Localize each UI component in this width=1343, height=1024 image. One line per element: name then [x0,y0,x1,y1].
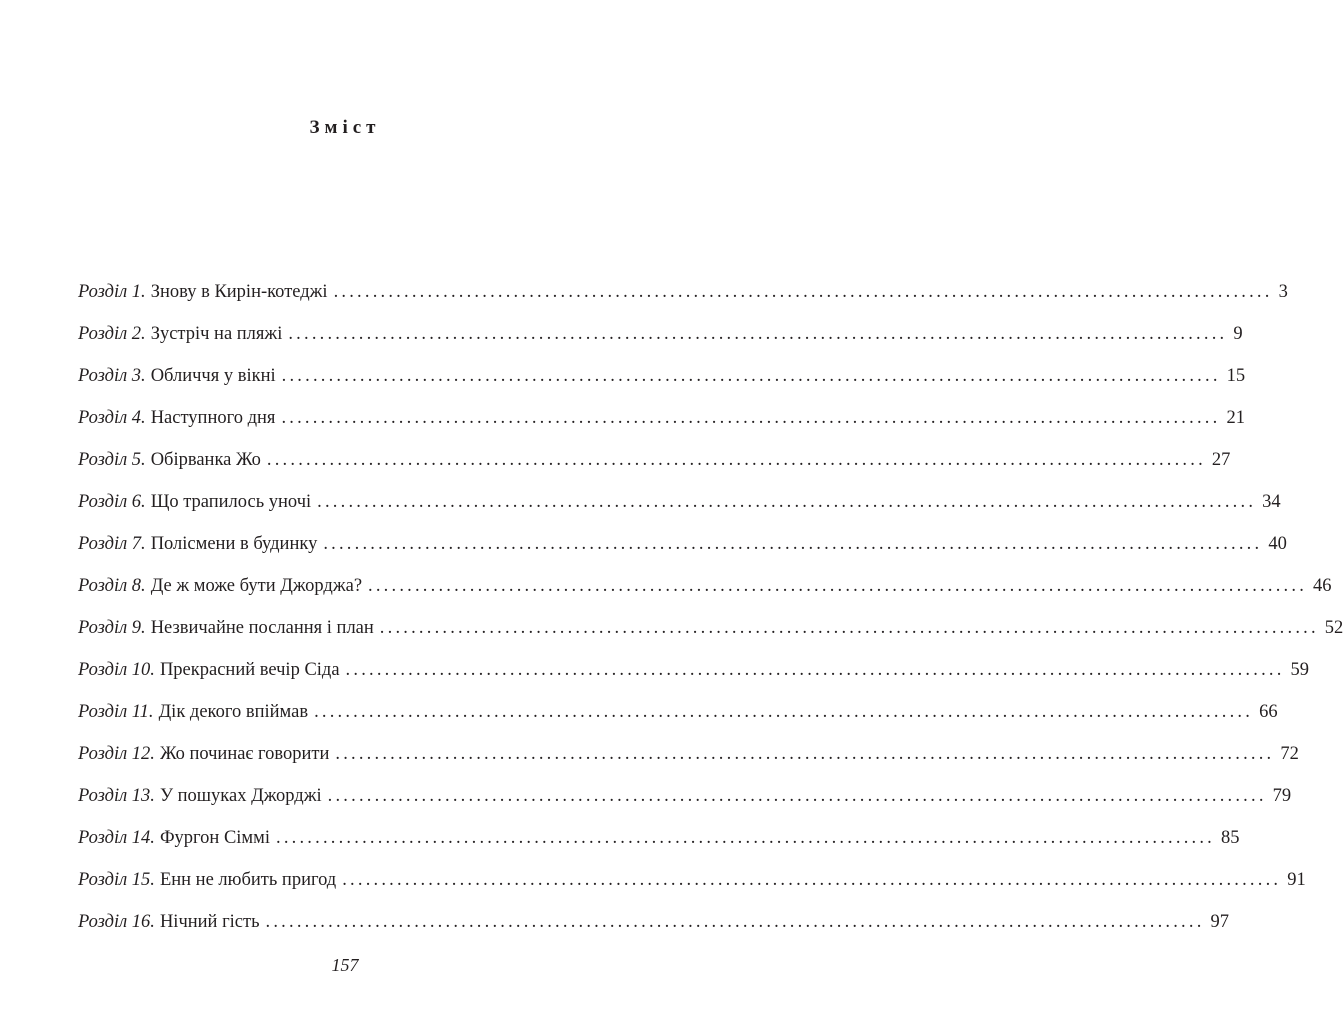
toc-entry [78,786,1292,828]
table-of-contents [78,282,1343,954]
toc-chapter-title: Обличчя у вікні [150,366,276,386]
toc-dot-leader: ........................................................................................................................ [314,702,1254,722]
toc-chapter-label: Розділ 12. [78,744,155,764]
toc-entry [78,450,1231,492]
toc-entry [78,282,1288,324]
toc-chapter-label: Розділ 14. [78,828,155,848]
toc-chapter-title: Нічний гість [159,912,260,932]
toc-entry [78,660,1310,702]
toc-page-number: 3 [1278,282,1288,302]
toc-chapter-title: Обірванка Жо [150,450,261,470]
toc-entry [78,744,1299,786]
toc-chapter-title: Де ж може бути Джорджа? [150,576,363,596]
toc-chapter-label: Розділ 10. [78,660,155,680]
toc-entry [78,408,1245,450]
toc-page-number: 21 [1226,408,1245,428]
toc-chapter-label: Розділ 7. [78,534,146,554]
toc-dot-leader: ........................................................................................................................ [265,912,1205,932]
toc-page-number: 40 [1268,534,1287,554]
toc-dot-leader: ........................................................................................................................ [379,618,1319,638]
toc-chapter-title: Зустріч на пляжі [150,324,283,344]
toc-chapter-label: Розділ 13. [78,786,155,806]
toc-chapter-title: Дік декого впіймав [158,702,309,722]
toc-chapter-title: Фургон Сіммі [159,828,270,848]
toc-chapter-label: Розділ 8. [78,576,146,596]
toc-chapter-title: Полісмени в будинку [150,534,318,554]
toc-dot-leader: ........................................................................................................................ [345,660,1285,680]
page-title: Зміст [309,117,381,138]
toc-page-number: 66 [1259,702,1278,722]
toc-dot-leader: ........................................................................................................................ [266,450,1206,470]
toc-dot-leader: ........................................................................................................................ [342,870,1282,890]
toc-entry [78,912,1230,954]
toc-dot-leader: ........................................................................................................................ [288,324,1228,344]
toc-entry [78,492,1281,534]
toc-chapter-title: У пошуках Джорджі [159,786,322,806]
toc-chapter-label: Розділ 15. [78,870,155,890]
toc-dot-leader: ........................................................................................................................ [276,828,1215,848]
toc-page-number: 72 [1280,744,1299,764]
toc-chapter-title: Що трапилось уночі [150,492,312,512]
toc-chapter-label: Розділ 1. [78,282,146,302]
toc-chapter-label: Розділ 2. [78,324,146,344]
toc-page-number: 46 [1313,576,1332,596]
toc-page-number: 9 [1233,324,1243,344]
toc-chapter-title: Прекрасний вечір Сіда [159,660,340,680]
toc-dot-leader: ........................................................................................................................ [333,282,1273,302]
toc-entry [78,324,1243,366]
toc-page-number: 34 [1262,492,1281,512]
toc-entry [78,576,1332,618]
toc-entry [78,870,1306,912]
toc-chapter-label: Розділ 9. [78,618,146,638]
toc-chapter-label: Розділ 3. [78,366,146,386]
toc-page-number: 85 [1221,828,1240,848]
toc-entry [78,618,1343,660]
toc-chapter-label: Розділ 4. [78,408,146,428]
toc-dot-leader: ........................................................................................................................ [323,534,1263,554]
toc-chapter-label: Розділ 5. [78,450,146,470]
toc-page-number: 27 [1211,450,1231,470]
toc-dot-leader: ........................................................................................................................ [281,408,1221,428]
toc-page-number: 79 [1272,786,1292,806]
toc-chapter-title: Жо починає говорити [159,744,330,764]
toc-dot-leader: ........................................................................................................................ [317,492,1257,512]
toc-dot-leader: ........................................................................................................................ [281,366,1221,386]
toc-page-number: 52 [1324,618,1343,638]
toc-page-number: 91 [1287,870,1306,890]
toc-entry [78,366,1246,408]
toc-page-number: 59 [1290,660,1310,680]
toc-entry [78,702,1278,744]
toc-chapter-title: Енн не любить пригод [159,870,337,890]
toc-chapter-label: Розділ 11. [78,702,154,722]
toc-entry [78,534,1287,576]
toc-chapter-label: Розділ 16. [78,912,155,932]
toc-chapter-title: Незвичайне послання і план [150,618,374,638]
toc-chapter-title: Наступного дня [150,408,276,428]
toc-page-number: 97 [1210,912,1230,932]
toc-chapter-title: Знову в Кирін-котеджі [150,282,328,302]
page-number: 157 [331,955,359,975]
toc-page-number: 15 [1226,366,1246,386]
toc-entry [78,828,1240,870]
toc-dot-leader: ........................................................................................................................ [335,744,1275,764]
toc-dot-leader: ........................................................................................................................ [327,786,1267,806]
toc-dot-leader: ........................................................................................................................ [368,576,1308,596]
toc-chapter-label: Розділ 6. [78,492,146,512]
